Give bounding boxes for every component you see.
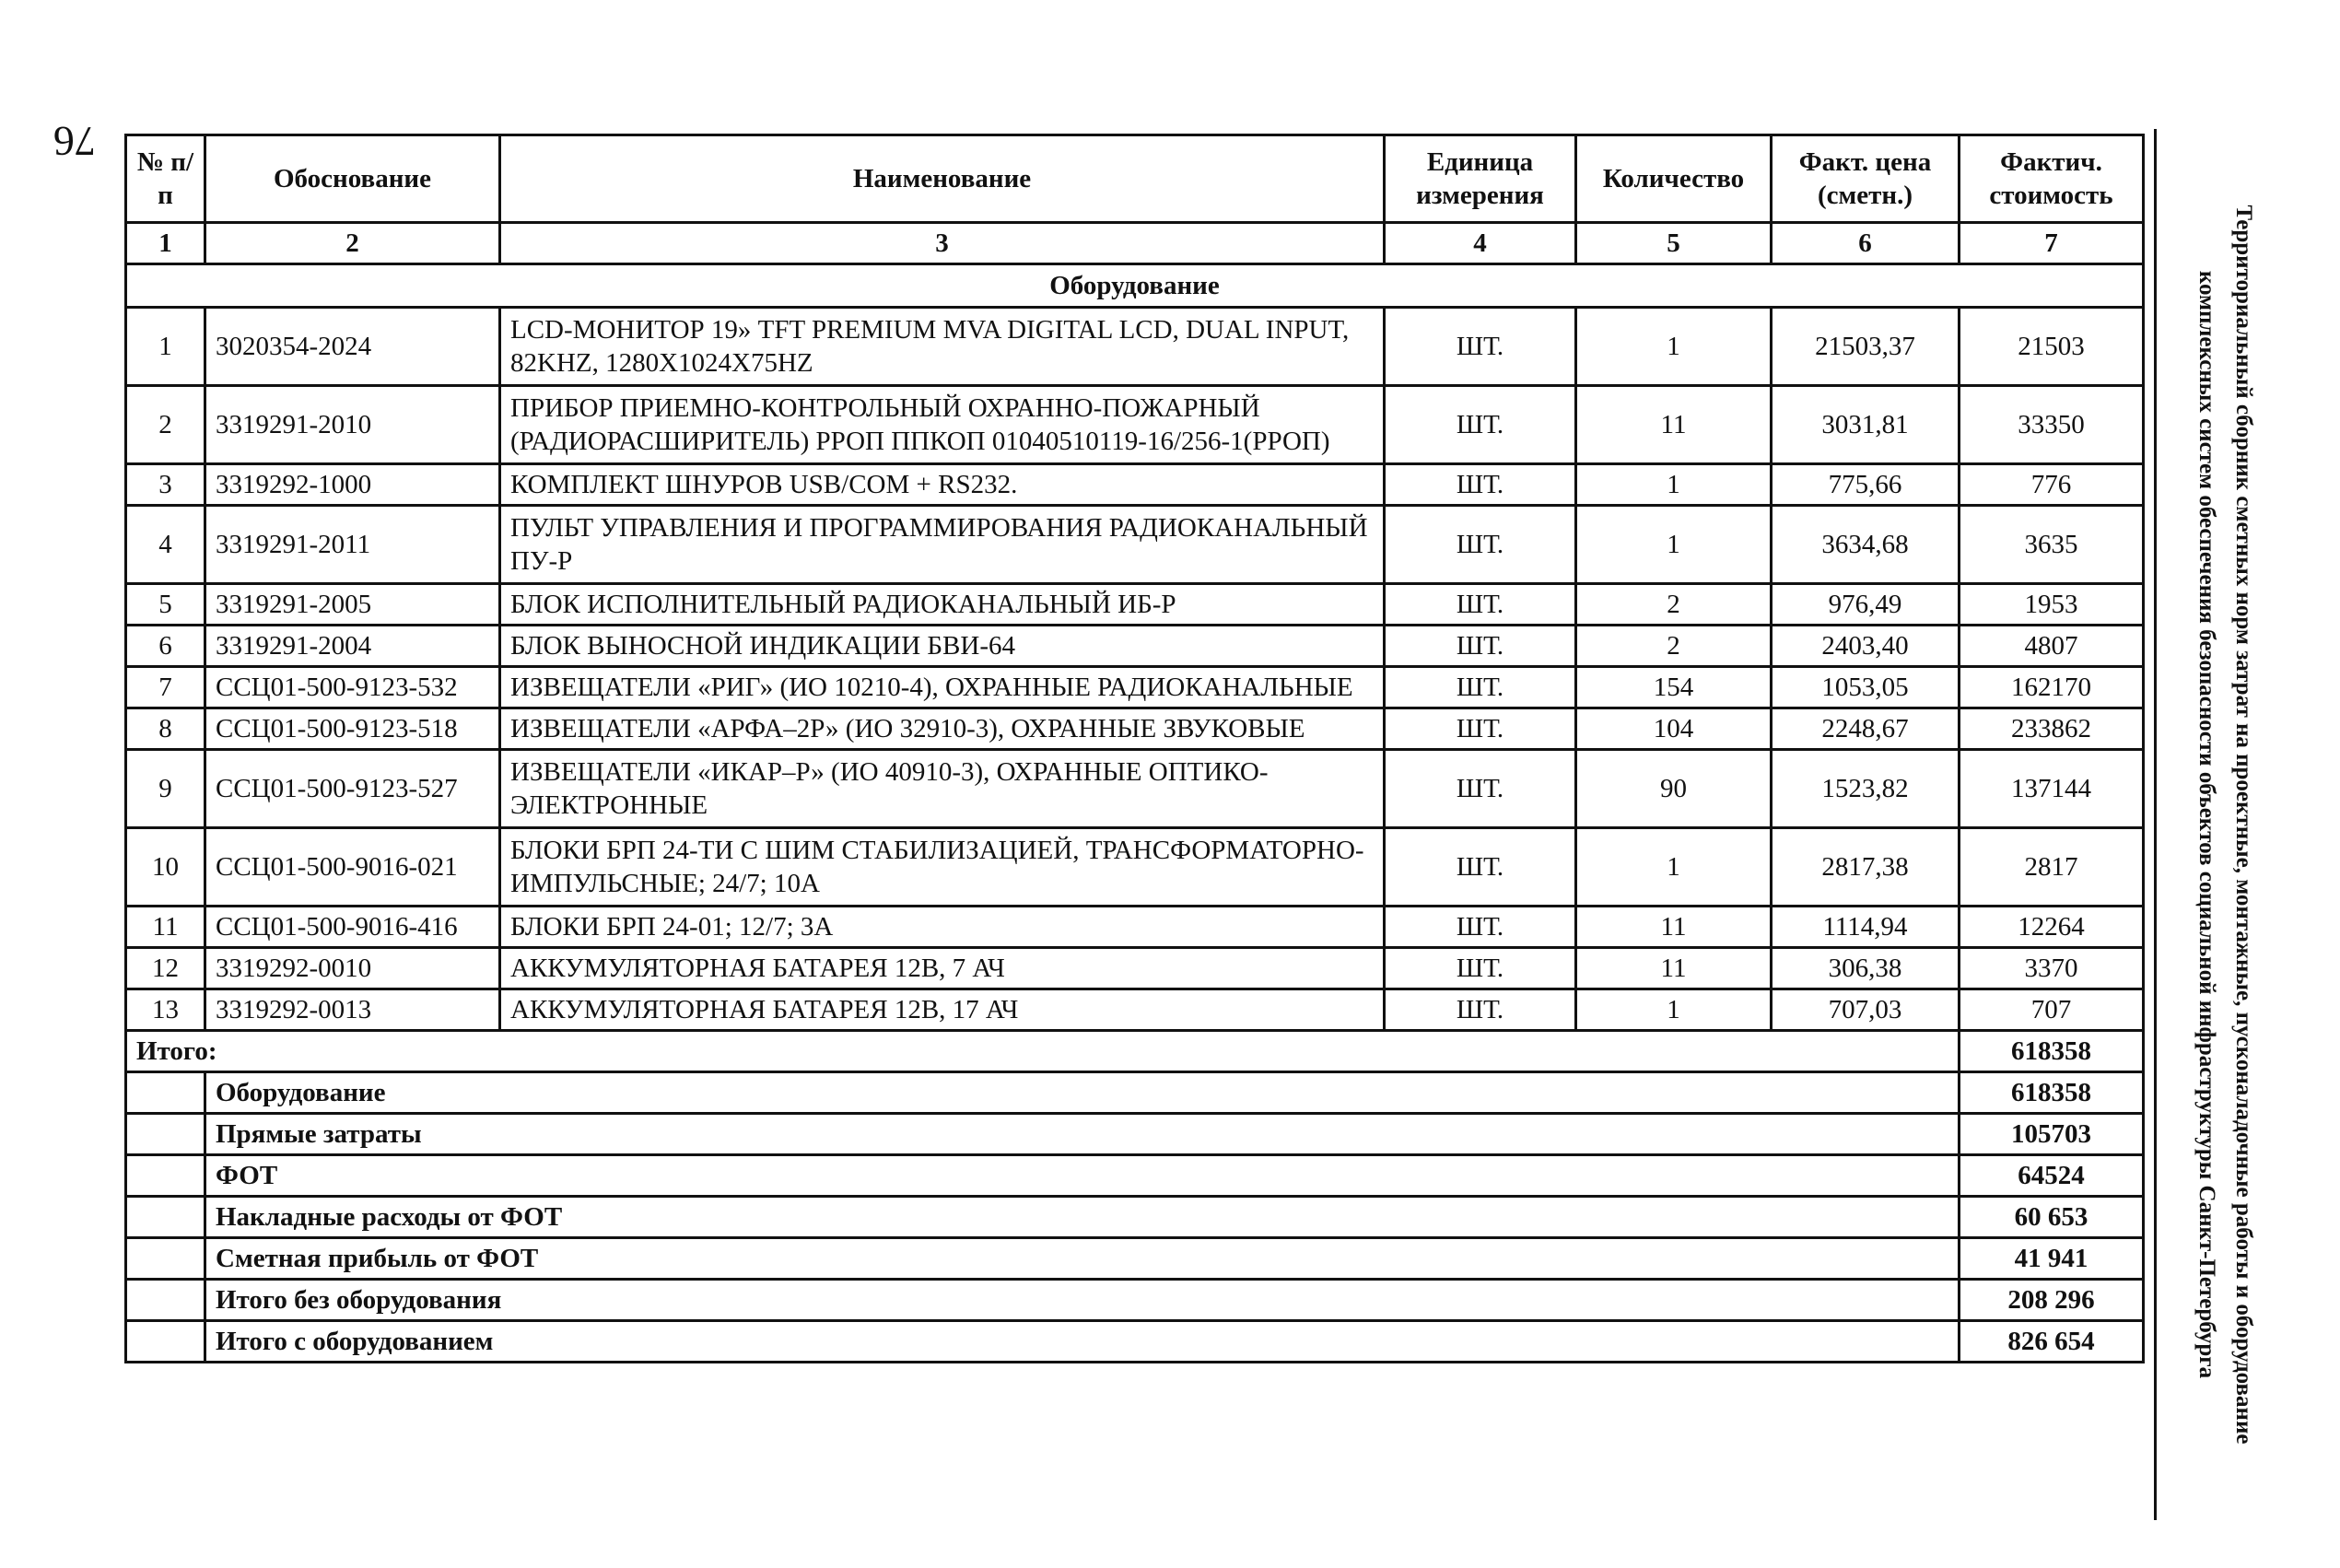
- row-unit: ШТ.: [1385, 584, 1576, 626]
- row-qty: 1: [1576, 828, 1772, 907]
- summary-label: ФОТ: [205, 1155, 1960, 1197]
- row-price: 21503,37: [1772, 308, 1960, 386]
- table-row: [126, 907, 2144, 948]
- table-row: [126, 308, 2144, 386]
- table-row: [126, 708, 2144, 750]
- row-basis: ССЦ01-500-9016-021: [205, 828, 500, 907]
- row-num: 7: [126, 667, 205, 708]
- summary-label: Сметная прибыль от ФОТ: [205, 1238, 1960, 1280]
- col-number: 1: [126, 223, 205, 264]
- summary-label: Итого без оборудования: [205, 1280, 1960, 1321]
- row-basis: 3319292-0010: [205, 948, 500, 989]
- row-num: 11: [126, 907, 205, 948]
- row-unit: ШТ.: [1385, 948, 1576, 989]
- row-num: 10: [126, 828, 205, 907]
- row-unit: ШТ.: [1385, 907, 1576, 948]
- side-header-text: [2160, 120, 2262, 1529]
- row-basis: 3319292-0013: [205, 989, 500, 1031]
- summary-value: 41 941: [1960, 1238, 2144, 1280]
- summary-label: Оборудование: [205, 1072, 1960, 1114]
- row-unit: ШТ.: [1385, 989, 1576, 1031]
- row-basis: ССЦ01-500-9123-527: [205, 750, 500, 828]
- row-cost: 1953: [1960, 584, 2144, 626]
- summary-blank: [126, 1280, 205, 1321]
- row-name: БЛОК ИСПОЛНИТЕЛЬНЫЙ РАДИОКАНАЛЬНЫЙ ИБ-Р: [500, 584, 1385, 626]
- summary-label: Итого с оборудованием: [205, 1321, 1960, 1363]
- summary-value: 618358: [1960, 1072, 2144, 1114]
- header-row: [126, 135, 2144, 223]
- summary-blank: [126, 1197, 205, 1238]
- summary-blank: [126, 1321, 205, 1363]
- row-qty: 2: [1576, 626, 1772, 667]
- total-label: Итого:: [126, 1031, 1960, 1072]
- header-unit: Единица измерения: [1385, 135, 1576, 223]
- side-header-line1: Территориальный сборник сметных норм затрат на проектные, монтажные, пусконаладочные работы и оборудование: [2231, 205, 2256, 1445]
- row-unit: ШТ.: [1385, 750, 1576, 828]
- header-basis: Обоснование: [205, 135, 500, 223]
- summary-value: 60 653: [1960, 1197, 2144, 1238]
- summary-row: [126, 1114, 2144, 1155]
- table-row: [126, 386, 2144, 464]
- row-cost: 2817: [1960, 828, 2144, 907]
- table-row: [126, 464, 2144, 506]
- row-qty: 90: [1576, 750, 1772, 828]
- summary-row: [126, 1321, 2144, 1363]
- row-num: 12: [126, 948, 205, 989]
- header-price: Факт. цена (сметн.): [1772, 135, 1960, 223]
- row-price: 3634,68: [1772, 506, 1960, 584]
- table-row: [126, 506, 2144, 584]
- row-price: 775,66: [1772, 464, 1960, 506]
- row-price: 3031,81: [1772, 386, 1960, 464]
- row-basis: 3319292-1000: [205, 464, 500, 506]
- row-cost: 21503: [1960, 308, 2144, 386]
- side-header-line2: комплексных систем обеспечения безопасности объектов социальной инфраструктуры Санкт-Петербурга: [2194, 270, 2219, 1379]
- row-cost: 137144: [1960, 750, 2144, 828]
- row-price: 2248,67: [1772, 708, 1960, 750]
- row-cost: 3370: [1960, 948, 2144, 989]
- col-number: 5: [1576, 223, 1772, 264]
- row-num: 5: [126, 584, 205, 626]
- row-name: ИЗВЕЩАТЕЛИ «ИКАР–Р» (ИО 40910-3), ОХРАННЫЕ ОПТИКО-ЭЛЕКТРОННЫЕ: [500, 750, 1385, 828]
- row-num: 4: [126, 506, 205, 584]
- row-cost: 776: [1960, 464, 2144, 506]
- summary-label: Прямые затраты: [205, 1114, 1960, 1155]
- row-unit: ШТ.: [1385, 506, 1576, 584]
- row-qty: 1: [1576, 464, 1772, 506]
- row-qty: 1: [1576, 308, 1772, 386]
- summary-value: 64524: [1960, 1155, 2144, 1197]
- row-basis: ССЦ01-500-9123-532: [205, 667, 500, 708]
- row-basis: ССЦ01-500-9123-518: [205, 708, 500, 750]
- row-cost: 233862: [1960, 708, 2144, 750]
- row-qty: 11: [1576, 386, 1772, 464]
- row-price: 976,49: [1772, 584, 1960, 626]
- row-cost: 12264: [1960, 907, 2144, 948]
- col-number: 7: [1960, 223, 2144, 264]
- summary-value: 826 654: [1960, 1321, 2144, 1363]
- table-row: [126, 828, 2144, 907]
- row-price: 707,03: [1772, 989, 1960, 1031]
- header-name: Наименование: [500, 135, 1385, 223]
- summary-row: [126, 1280, 2144, 1321]
- row-basis: 3319291-2011: [205, 506, 500, 584]
- header-qty: Количество: [1576, 135, 1772, 223]
- row-qty: 11: [1576, 948, 1772, 989]
- row-unit: ШТ.: [1385, 308, 1576, 386]
- col-number: 2: [205, 223, 500, 264]
- row-price: 2403,40: [1772, 626, 1960, 667]
- row-basis: 3020354-2024: [205, 308, 500, 386]
- row-num: 1: [126, 308, 205, 386]
- row-num: 2: [126, 386, 205, 464]
- row-cost: 3635: [1960, 506, 2144, 584]
- side-header: [2160, 120, 2262, 1529]
- summary-blank: [126, 1238, 205, 1280]
- table-row: [126, 667, 2144, 708]
- table-row: [126, 750, 2144, 828]
- row-cost: 4807: [1960, 626, 2144, 667]
- header-cost: Фактич. стоимость: [1960, 135, 2144, 223]
- row-qty: 1: [1576, 989, 1772, 1031]
- col-number: 4: [1385, 223, 1576, 264]
- side-divider: [2154, 129, 2157, 1520]
- row-basis: 3319291-2005: [205, 584, 500, 626]
- row-num: 8: [126, 708, 205, 750]
- row-basis: 3319291-2004: [205, 626, 500, 667]
- row-name: БЛОКИ БРП 24-01; 12/7; 3А: [500, 907, 1385, 948]
- row-unit: ШТ.: [1385, 828, 1576, 907]
- section-title: Оборудование: [126, 264, 2144, 308]
- row-qty: 2: [1576, 584, 1772, 626]
- row-price: 2817,38: [1772, 828, 1960, 907]
- total-value: 618358: [1960, 1031, 2144, 1072]
- estimate-table: [124, 134, 2145, 1363]
- table-row: [126, 626, 2144, 667]
- row-name: LCD-МОНИТОР 19» TFT PREMIUM MVA DIGITAL LCD, DUAL INPUT, 82KHZ, 1280X1024X75HZ: [500, 308, 1385, 386]
- row-cost: 162170: [1960, 667, 2144, 708]
- table-row: [126, 948, 2144, 989]
- row-qty: 154: [1576, 667, 1772, 708]
- table-row: [126, 989, 2144, 1031]
- summary-value: 105703: [1960, 1114, 2144, 1155]
- summary-row: [126, 1155, 2144, 1197]
- row-unit: ШТ.: [1385, 667, 1576, 708]
- row-cost: 33350: [1960, 386, 2144, 464]
- total-row: [126, 1031, 2144, 1072]
- row-name: ПУЛЬТ УПРАВЛЕНИЯ И ПРОГРАММИРОВАНИЯ РАДИОКАНАЛЬНЫЙ ПУ-Р: [500, 506, 1385, 584]
- row-basis: ССЦ01-500-9016-416: [205, 907, 500, 948]
- column-number-row: [126, 223, 2144, 264]
- row-name: БЛОК ВЫНОСНОЙ ИНДИКАЦИИ БВИ-64: [500, 626, 1385, 667]
- summary-blank: [126, 1155, 205, 1197]
- row-qty: 11: [1576, 907, 1772, 948]
- row-price: 1053,05: [1772, 667, 1960, 708]
- row-price: 306,38: [1772, 948, 1960, 989]
- row-qty: 104: [1576, 708, 1772, 750]
- row-name: ИЗВЕЩАТЕЛИ «РИГ» (ИО 10210-4), ОХРАННЫЕ РАДИОКАНАЛЬНЫЕ: [500, 667, 1385, 708]
- summary-blank: [126, 1072, 205, 1114]
- col-number: 6: [1772, 223, 1960, 264]
- row-qty: 1: [1576, 506, 1772, 584]
- row-price: 1114,94: [1772, 907, 1960, 948]
- row-num: 3: [126, 464, 205, 506]
- row-name: АККУМУЛЯТОРНАЯ БАТАРЕЯ 12В, 17 АЧ: [500, 989, 1385, 1031]
- row-unit: ШТ.: [1385, 464, 1576, 506]
- page-number: 76: [53, 118, 96, 165]
- summary-label: Накладные расходы от ФОТ: [205, 1197, 1960, 1238]
- summary-row: [126, 1072, 2144, 1114]
- row-unit: ШТ.: [1385, 386, 1576, 464]
- col-number: 3: [500, 223, 1385, 264]
- row-basis: 3319291-2010: [205, 386, 500, 464]
- row-unit: ШТ.: [1385, 708, 1576, 750]
- row-num: 6: [126, 626, 205, 667]
- summary-row: [126, 1238, 2144, 1280]
- table-row: [126, 584, 2144, 626]
- header-num: № п/п: [126, 135, 205, 223]
- row-num: 9: [126, 750, 205, 828]
- row-name: ИЗВЕЩАТЕЛИ «АРФА–2Р» (ИО 32910-3), ОХРАННЫЕ ЗВУКОВЫЕ: [500, 708, 1385, 750]
- row-cost: 707: [1960, 989, 2144, 1031]
- row-name: БЛОКИ БРП 24-ТИ С ШИМ СТАБИЛИЗАЦИЕЙ, ТРАНСФОРМАТОРНО-ИМПУЛЬСНЫЕ; 24/7; 10А: [500, 828, 1385, 907]
- summary-blank: [126, 1114, 205, 1155]
- row-name: КОМПЛЕКТ ШНУРОВ USB/COM + RS232.: [500, 464, 1385, 506]
- row-num: 13: [126, 989, 205, 1031]
- summary-row: [126, 1197, 2144, 1238]
- summary-value: 208 296: [1960, 1280, 2144, 1321]
- row-unit: ШТ.: [1385, 626, 1576, 667]
- row-price: 1523,82: [1772, 750, 1960, 828]
- section-row: [126, 264, 2144, 308]
- row-name: АККУМУЛЯТОРНАЯ БАТАРЕЯ 12В, 7 АЧ: [500, 948, 1385, 989]
- row-name: ПРИБОР ПРИЕМНО-КОНТРОЛЬНЫЙ ОХРАННО-ПОЖАРНЫЙ (РАДИОРАСШИРИТЕЛЬ) РРОП ППКОП 01040510119-16/256-1(РРОП): [500, 386, 1385, 464]
